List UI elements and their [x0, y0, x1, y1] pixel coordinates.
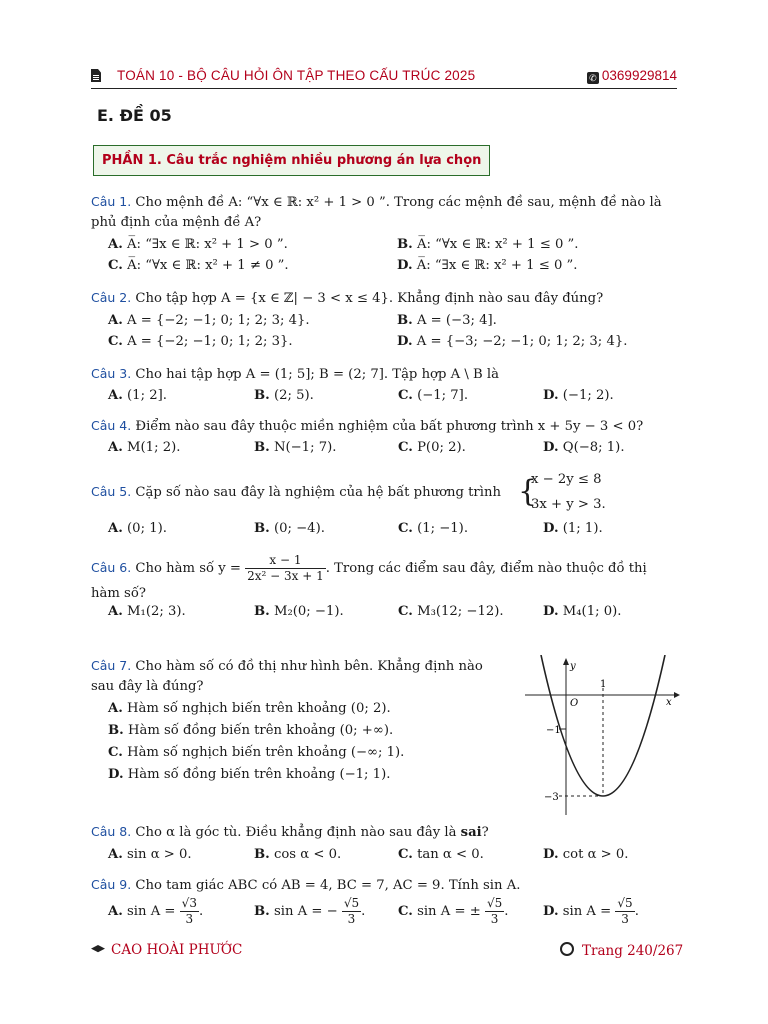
section-title: E. ĐỀ 05 — [97, 106, 172, 125]
option-d: D. (−1; 2). — [543, 388, 614, 403]
y-label: y — [570, 661, 576, 672]
question-4 — [91, 416, 681, 437]
header-phone — [587, 68, 677, 84]
option-c: C. A = {−2; −1; 0; 1; 2; 3}. — [108, 334, 293, 349]
footer-page — [560, 942, 683, 959]
graduation-cap-icon — [91, 945, 105, 954]
system-line-2: 3x + y > 3. — [531, 497, 606, 512]
question-text-2: hàm số? — [91, 586, 146, 601]
question-text: Cho mệnh đề A: “∀x ∈ ℝ: x² + 1 > 0 ”. Trong các mệnh đề sau, mệnh đề nào là — [135, 195, 662, 210]
option-c: C. (1; −1). — [398, 521, 469, 536]
option-b: B. A̅: “∀x ∈ ℝ: x² + 1 ≤ 0 ”. — [397, 237, 579, 252]
option-c: C. tan α < 0. — [398, 847, 484, 862]
option-c: C. (−1; 7]. — [398, 388, 469, 403]
clock-icon — [560, 942, 574, 956]
page-header — [91, 66, 677, 89]
y-axis-arrow — [563, 658, 569, 665]
option-a: A. M(1; 2). — [108, 440, 181, 455]
emphasis-word: sai — [460, 825, 482, 840]
question-text-2: sau đây là đúng? — [91, 679, 204, 694]
question-label: Câu 5. — [91, 484, 132, 499]
x-axis-arrow — [674, 692, 680, 698]
option-d: D. M₄(1; 0). — [543, 604, 622, 619]
question-text: Cho hai tập hợp A = (1; 5]; B = (2; 7]. Tập hợp A \ B là — [135, 367, 499, 382]
author-name: CAO HOÀI PHƯỚC — [111, 942, 243, 958]
option-b: B. sin A = − $\frac{√5}{3}$ . — [254, 896, 366, 926]
question-end: ? — [481, 825, 489, 840]
option-a: A. sin α > 0. — [108, 847, 192, 862]
option-d: D. cot α > 0. — [543, 847, 629, 862]
footer-author — [91, 942, 242, 958]
option-d: D. (1; 1). — [543, 521, 603, 536]
question-text: Cặp số nào sau đây là nghiệm của hệ bất phương trình — [135, 485, 501, 500]
phone-icon: ✆ — [587, 72, 599, 84]
fraction: $\frac{x - 1}{\text{2x² − 3x + 1}}$ — [247, 553, 324, 583]
question-label: Câu 7. — [91, 658, 132, 673]
option-d: D. A = {−3; −2; −1; 0; 1; 2; 3; 4}. — [397, 334, 628, 349]
question-label: Câu 9. — [91, 877, 132, 892]
option-b: B. N(−1; 7). — [254, 440, 337, 455]
part-title: PHẦN 1. Câu trắc nghiệm nhiều phương án lựa chọn — [93, 145, 490, 176]
phone-number: 0369929814 — [601, 68, 677, 83]
question-label: Câu 3. — [91, 366, 132, 381]
option-b: B. A = (−3; 4]. — [397, 313, 497, 328]
option-a: A. M₁(2; 3). — [108, 604, 186, 619]
option-b: B. M₂(0; −1). — [254, 604, 344, 619]
header-title: TOÁN 10 - BỘ CÂU HỎI ÔN TẬP THEO CẤU TRÚC 2025 — [117, 68, 476, 83]
question-text-post: . Trong các điểm sau đây, điểm nào thuộc đồ thị — [325, 561, 647, 576]
question-label: Câu 6. — [91, 560, 132, 575]
option-c: C. sin A = ± $\frac{√5}{3}$ . — [398, 896, 509, 926]
option-b: B. Hàm số đồng biến trên khoảng (0; +∞). — [108, 723, 394, 738]
tick-x-label: 1 — [600, 679, 607, 690]
question-text: Điểm nào sau đây thuộc miền nghiệm của bất phương trình x + 5y − 3 < 0? — [135, 419, 644, 434]
question-1 — [91, 192, 681, 233]
function-graph — [520, 655, 685, 820]
x-label: x — [666, 697, 672, 708]
page-number: Trang 240/267 — [582, 943, 684, 959]
question-6 — [91, 553, 681, 604]
question-text: Cho tập hợp A = {x ∈ ℤ| − 3 < x ≤ 4}. Khẳng định nào sau đây đúng? — [135, 291, 604, 306]
option-c: C. A̅: “∀x ∈ ℝ: x² + 1 ≠ 0 ”. — [108, 258, 289, 273]
option-a: A. (0; 1). — [108, 521, 167, 536]
question-text-2: phủ định của mệnh đề A? — [91, 215, 262, 230]
question-8 — [91, 822, 681, 843]
option-b: B. (2; 5). — [254, 388, 314, 403]
option-c: C. Hàm số nghịch biến trên khoảng (−∞; 1). — [108, 745, 405, 760]
question-7 — [91, 656, 521, 697]
question-label: Câu 8. — [91, 824, 132, 839]
question-text: Cho α là góc tù. Điều khẳng định nào sau đây là — [135, 825, 457, 840]
option-a: A. A = {−2; −1; 0; 1; 2; 3; 4}. — [108, 313, 310, 328]
option-d: D. Hàm số đồng biến trên khoảng (−1; 1). — [108, 767, 391, 782]
system-brace: { — [518, 474, 538, 509]
option-c: C. P(0; 2). — [398, 440, 466, 455]
tick-y2-label: −3 — [544, 792, 559, 803]
question-text: Cho hàm số y = — [135, 561, 241, 576]
question-text: Cho tam giác ABC có AB = 4, BC = 7, AC = 9. Tính sin A. — [135, 878, 521, 893]
question-label: Câu 1. — [91, 194, 132, 209]
question-label: Câu 4. — [91, 418, 132, 433]
option-b: B. (0; −4). — [254, 521, 325, 536]
question-3 — [91, 364, 681, 385]
option-d: D. sin A = $\frac{√5}{3}$ . — [543, 896, 639, 926]
question-9 — [91, 875, 681, 896]
document-icon — [91, 69, 101, 82]
question-text: Cho hàm số có đồ thị như hình bên. Khẳng định nào — [135, 659, 483, 674]
option-b: B. cos α < 0. — [254, 847, 342, 862]
question-2 — [91, 288, 681, 309]
option-c: C. M₃(12; −12). — [398, 604, 504, 619]
system-line-1: x − 2y ≤ 8 — [531, 472, 602, 487]
option-a: A. A̅: “∃x ∈ ℝ: x² + 1 > 0 ”. — [108, 237, 288, 252]
option-d: D. A̅: “∃x ∈ ℝ: x² + 1 ≤ 0 ”. — [397, 258, 578, 273]
tick-y1-label: −1 — [546, 725, 561, 736]
option-a: A. (1; 2]. — [108, 388, 167, 403]
option-d: D. Q(−8; 1). — [543, 440, 625, 455]
origin-label: O — [570, 698, 579, 709]
option-a: A. sin A = $\frac{√3}{3}$ . — [108, 896, 204, 926]
option-a: A. Hàm số nghịch biến trên khoảng (0; 2). — [108, 701, 391, 716]
question-label: Câu 2. — [91, 290, 132, 305]
